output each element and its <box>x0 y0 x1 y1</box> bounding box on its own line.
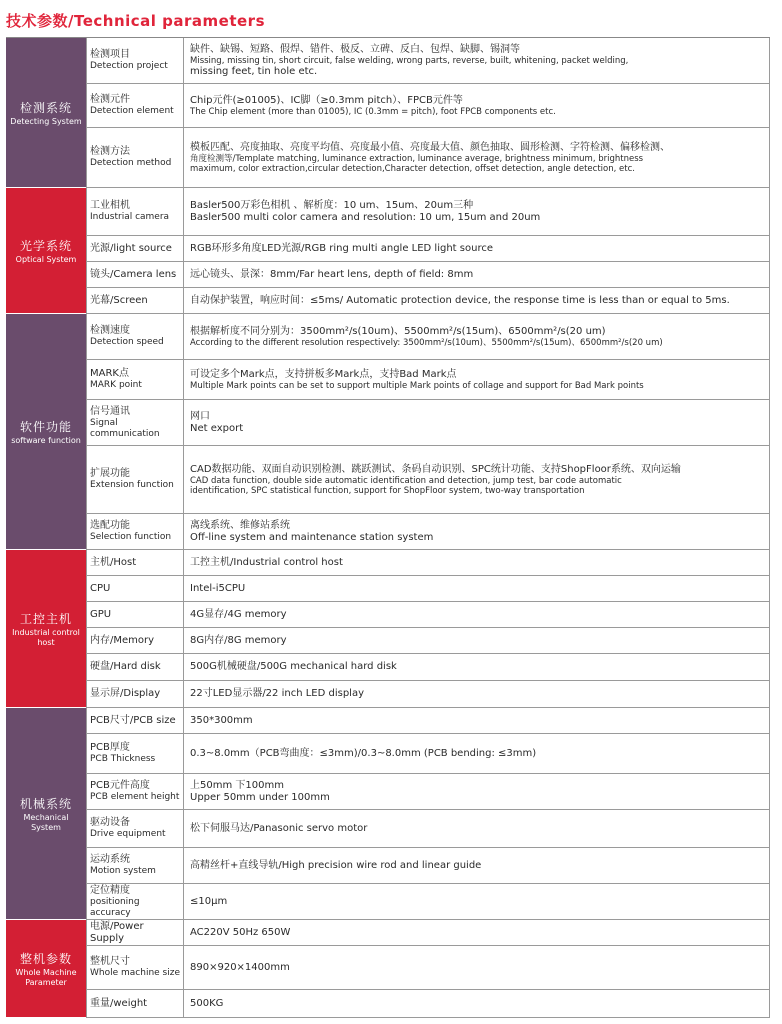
parameter-value <box>184 734 770 773</box>
parameter-value-line: 根据解析度不同分别为：3500mm²/s(10um)、5500mm²/s(15um)、6500mm²/s(20 um) <box>190 325 606 337</box>
category-en: Mechanical System <box>23 812 69 832</box>
parameter-value-line: 可设定多个Mark点，支持拼板多Mark点，支持Bad Mark点 <box>190 368 457 380</box>
parameter-value <box>184 990 770 1017</box>
parameter-label <box>86 314 184 359</box>
parameter-value-line: 网口 <box>190 410 210 422</box>
parameter-value-line: RGB环形多角度LED光源/RGB ring multi angle LED light source <box>190 242 493 254</box>
parameter-label-line: Detection element <box>90 106 174 116</box>
parameter-label-line: Detection method <box>90 158 172 168</box>
category-label <box>6 188 86 314</box>
parameter-label <box>86 946 184 989</box>
category-en: Industrial control host <box>12 627 80 647</box>
table-row <box>86 990 770 1018</box>
parameter-label <box>86 288 184 313</box>
parameter-value <box>184 262 770 287</box>
parameter-value-line: Off-line system and maintenance station system <box>190 531 434 543</box>
parameter-label <box>86 681 184 707</box>
table-row <box>86 446 770 514</box>
parameter-label <box>86 446 184 513</box>
parameter-value-line: 角度检测等/Template matching, luminance extraction, luminance average, brightness minimum, brightness <box>190 153 644 164</box>
table-row <box>86 920 770 946</box>
parameter-label <box>86 360 184 399</box>
parameter-value-line: Multiple Mark points can be set to support multiple Mark points of collage and support for Bad Mark points <box>190 380 644 391</box>
table-row <box>86 708 770 734</box>
parameter-value-line: Missing, missing tin, short circuit, false welding, wrong parts, reverse, built, whitening, packet welding, <box>190 55 629 66</box>
parameter-value-line: 8G内存/8G memory <box>190 634 287 646</box>
table-row <box>86 628 770 654</box>
parameter-label <box>86 400 184 445</box>
parameter-label-line: 镜头/Camera lens <box>90 268 177 280</box>
parameter-label-line: PCB尺寸/PCB size <box>90 714 176 726</box>
parameter-value-line: ≤10μm <box>190 895 228 907</box>
parameter-value <box>184 128 770 187</box>
parameter-value <box>184 360 770 399</box>
parameter-value-line: AC220V 50Hz 650W <box>190 926 291 938</box>
parameter-label-line: 光源/light source <box>90 242 172 254</box>
parameter-value <box>184 946 770 989</box>
parameter-label-line: 电源/Power Supply <box>90 920 144 944</box>
parameter-label-line: Detection speed <box>90 337 164 347</box>
parameter-value-line: 350*300mm <box>190 714 253 726</box>
parameter-value <box>184 38 770 83</box>
parameter-value-line: Upper 50mm under 100mm <box>190 791 330 803</box>
section-3 <box>6 550 770 708</box>
parameter-label-line: PCB元件高度 <box>90 780 150 791</box>
parameter-label-line: 主机/Host <box>90 556 137 568</box>
parameter-value-line: 上50mm 下100mm <box>190 779 284 791</box>
parameter-value <box>184 848 770 883</box>
parameter-label-line: Industrial camera <box>90 212 170 222</box>
category-zh: 工控主机 <box>19 611 72 626</box>
parameter-label <box>86 774 184 809</box>
category-label <box>6 314 86 550</box>
parameter-value-line: 500G机械硬盘/500G mechanical hard disk <box>190 661 397 672</box>
parameter-label-line: 定位精度 <box>90 884 130 896</box>
table-row <box>86 400 770 446</box>
parameter-value-line: 高精丝杆+直线导轨/High precision wire rod and linear guide <box>190 859 482 871</box>
parameter-value <box>184 628 770 653</box>
parameter-value-line: 4G显存/4G memory <box>190 608 287 620</box>
parameter-value-line: identification, SPC statistical function, support for ShopFloor system, two-way transportation <box>190 485 585 496</box>
table-row <box>86 681 770 708</box>
parameter-label-line: 检测方法 <box>90 146 130 157</box>
parameter-value-line: CAD数据功能、双面自动识别检测、跳跃测试、条码自动识别、SPC统计功能、支持ShopFloor系统、双向运输 <box>190 463 681 475</box>
parameter-label-line: CPU <box>90 582 111 594</box>
table-row <box>86 774 770 810</box>
parameter-value-line: 模板匹配、亮度抽取、亮度平均值、亮度最小值、亮度最大值、颜色抽取、圆形检测、字符检测、偏移检测、 <box>190 141 670 153</box>
parameter-label-line: 信号通讯 <box>90 405 130 417</box>
category-zh: 软件功能 <box>19 419 72 434</box>
parameter-label-line: MARK点 <box>90 368 129 379</box>
table-row <box>86 810 770 848</box>
parameter-value-line: 工控主机/Industrial control host <box>190 556 343 568</box>
section-4 <box>6 708 770 920</box>
parameter-value-line: Net export <box>190 422 244 434</box>
parameter-label-line: Whole machine size <box>90 968 180 978</box>
section-0 <box>6 38 770 188</box>
parameter-label <box>86 38 184 83</box>
parameter-label-line: Signal communication <box>90 417 160 439</box>
category-en: Whole Machine Parameter <box>15 967 77 987</box>
parameter-value <box>184 708 770 733</box>
parameter-value <box>184 602 770 627</box>
parameter-label <box>86 84 184 127</box>
parameter-label-line: Detection project <box>90 61 168 71</box>
parameter-label <box>86 576 184 601</box>
parameter-value-line: maximum, color extraction,circular detection,Character detection, offset detection, angle detection, etc. <box>190 163 635 174</box>
parameter-value-line: Basler500万彩色相机 、解析度：10 um、15um、20um三种 <box>190 199 474 211</box>
parameter-label <box>86 188 184 235</box>
parameter-label-line: Drive equipment <box>90 829 166 839</box>
parameter-label-line: MARK point <box>90 380 142 390</box>
table-row <box>86 38 770 84</box>
parameter-value-line: 22寸LED显示器/22 inch LED display <box>190 688 364 699</box>
parameter-value <box>184 774 770 809</box>
parameter-label-line: PCB Thickness <box>90 754 156 764</box>
parameter-label-line: 重量/weight <box>90 997 148 1009</box>
parameter-value <box>184 236 770 261</box>
table-row <box>86 654 770 681</box>
parameter-value <box>184 84 770 127</box>
parameter-label <box>86 654 184 680</box>
table-row <box>86 236 770 262</box>
table-row <box>86 576 770 602</box>
parameter-value-line: Basler500 multi color camera and resolution: 10 um, 15um and 20um <box>190 211 541 223</box>
parameters-table <box>6 37 770 1018</box>
parameter-value-line: 缺件、缺锡、短路、假焊、错件、极反、立碑、反白、包焊、缺脚、锡洞等 <box>190 43 520 55</box>
parameter-label-line: 检测元件 <box>90 94 130 105</box>
parameter-label <box>86 884 184 919</box>
parameter-value-line: 0.3~8.0mm（PCB弯曲度：≤3mm)/0.3~8.0mm (PCB bending: ≤3mm) <box>190 747 537 759</box>
category-en: Optical System <box>15 254 77 264</box>
category-label <box>6 708 86 920</box>
parameter-value-line: 远心镜头、景深：8mm/Far heart lens, depth of field: 8mm <box>190 268 474 280</box>
parameter-label-line: 工业相机 <box>90 200 130 211</box>
category-zh: 整机参数 <box>19 951 72 966</box>
parameter-value-line: The Chip element (more than 01005), IC (0.3mm = pitch), foot FPCB components etc. <box>190 106 556 117</box>
parameter-value-line: missing feet, tin hole etc. <box>190 65 318 77</box>
parameter-label <box>86 990 184 1017</box>
parameter-label <box>86 810 184 847</box>
table-row <box>86 288 770 314</box>
category-en: software function <box>11 435 81 445</box>
parameter-label-line: 选配功能 <box>90 520 130 531</box>
parameter-value <box>184 576 770 601</box>
parameter-label-line: 检测项目 <box>90 49 130 60</box>
parameter-value <box>184 681 770 707</box>
table-row <box>86 848 770 884</box>
parameter-value-line: 890×920×1400mm <box>190 961 290 973</box>
table-row <box>86 602 770 628</box>
parameter-label-line: Selection function <box>90 532 172 542</box>
parameter-value-line: CAD data function, double side automatic identification and detection, jump test, bar code automatic <box>190 475 622 486</box>
parameter-label <box>86 514 184 549</box>
category-label <box>6 920 86 1018</box>
page-title: 技术参数/Technical parameters <box>6 12 266 30</box>
parameter-label-line: PCB厚度 <box>90 742 130 753</box>
section-1 <box>6 188 770 314</box>
table-row <box>86 360 770 400</box>
parameter-label-line: 光幕/Screen <box>90 294 148 306</box>
table-row <box>86 262 770 288</box>
parameter-value <box>184 884 770 919</box>
parameter-label-line: PCB element height <box>90 792 180 802</box>
category-label <box>6 38 86 188</box>
parameter-label <box>86 920 184 945</box>
parameter-label-line: 检测速度 <box>90 325 130 336</box>
table-row <box>86 884 770 920</box>
parameter-label-line: 整机尺寸 <box>90 956 130 967</box>
parameter-label-line: Extension function <box>90 480 174 490</box>
parameter-value-line: Chip元件(≥01005)、IC脚（≥0.3mm pitch）、FPCB元件等 <box>190 94 463 106</box>
parameter-label-line: 显示屏/Display <box>90 688 161 699</box>
parameter-label <box>86 550 184 575</box>
parameter-label-line: 驱动设备 <box>90 817 130 828</box>
table-row <box>86 188 770 236</box>
table-row <box>86 734 770 774</box>
parameter-label-line: 运动系统 <box>90 854 130 865</box>
parameter-value-line: 离线系统、维修站系统 <box>190 519 290 531</box>
parameter-label <box>86 262 184 287</box>
table-row <box>86 128 770 188</box>
table-row <box>86 514 770 550</box>
parameter-label-line: 内存/Memory <box>90 634 155 646</box>
parameter-value <box>184 920 770 945</box>
parameter-label-line: positioning accuracy <box>90 896 140 918</box>
parameter-value <box>184 288 770 313</box>
category-zh: 光学系统 <box>19 238 72 253</box>
parameter-label-line: Motion system <box>90 866 156 876</box>
parameter-label <box>86 236 184 261</box>
category-zh: 检测系统 <box>19 100 72 115</box>
parameter-value <box>184 514 770 549</box>
category-en: Detecting System <box>10 116 82 126</box>
parameter-value <box>184 314 770 359</box>
parameter-value-line: 自动保护装置，响应时间：≤5ms/ Automatic protection device, the response time is less than or equal to 5ms. <box>190 294 730 306</box>
parameter-value <box>184 188 770 235</box>
parameter-value-line: Intel-i5CPU <box>190 582 246 594</box>
parameter-label <box>86 734 184 773</box>
category-label <box>6 550 86 708</box>
parameter-value <box>184 400 770 445</box>
parameter-label-line: GPU <box>90 608 112 620</box>
section-2 <box>6 314 770 550</box>
parameter-label-line: 硬盘/Hard disk <box>90 661 161 672</box>
table-row <box>86 314 770 360</box>
parameter-value-line: 500KG <box>190 997 224 1009</box>
category-zh: 机械系统 <box>19 796 72 811</box>
parameter-label <box>86 602 184 627</box>
section-5 <box>6 920 770 1018</box>
parameter-value-line: 松下伺服马达/Panasonic servo motor <box>190 822 368 834</box>
table-row <box>86 550 770 576</box>
parameter-label <box>86 628 184 653</box>
parameter-label <box>86 708 184 733</box>
parameter-label <box>86 848 184 883</box>
parameter-value <box>184 446 770 513</box>
parameter-label-line: 扩展功能 <box>90 468 130 479</box>
parameter-label <box>86 128 184 187</box>
table-row <box>86 946 770 990</box>
parameter-value <box>184 654 770 680</box>
table-row <box>86 84 770 128</box>
parameter-value <box>184 810 770 847</box>
parameter-value-line: According to the different resolution respectively: 3500mm²/s(10um)、5500mm²/s(15um)、6500mm²/s(20 um) <box>190 337 663 348</box>
parameter-value <box>184 550 770 575</box>
